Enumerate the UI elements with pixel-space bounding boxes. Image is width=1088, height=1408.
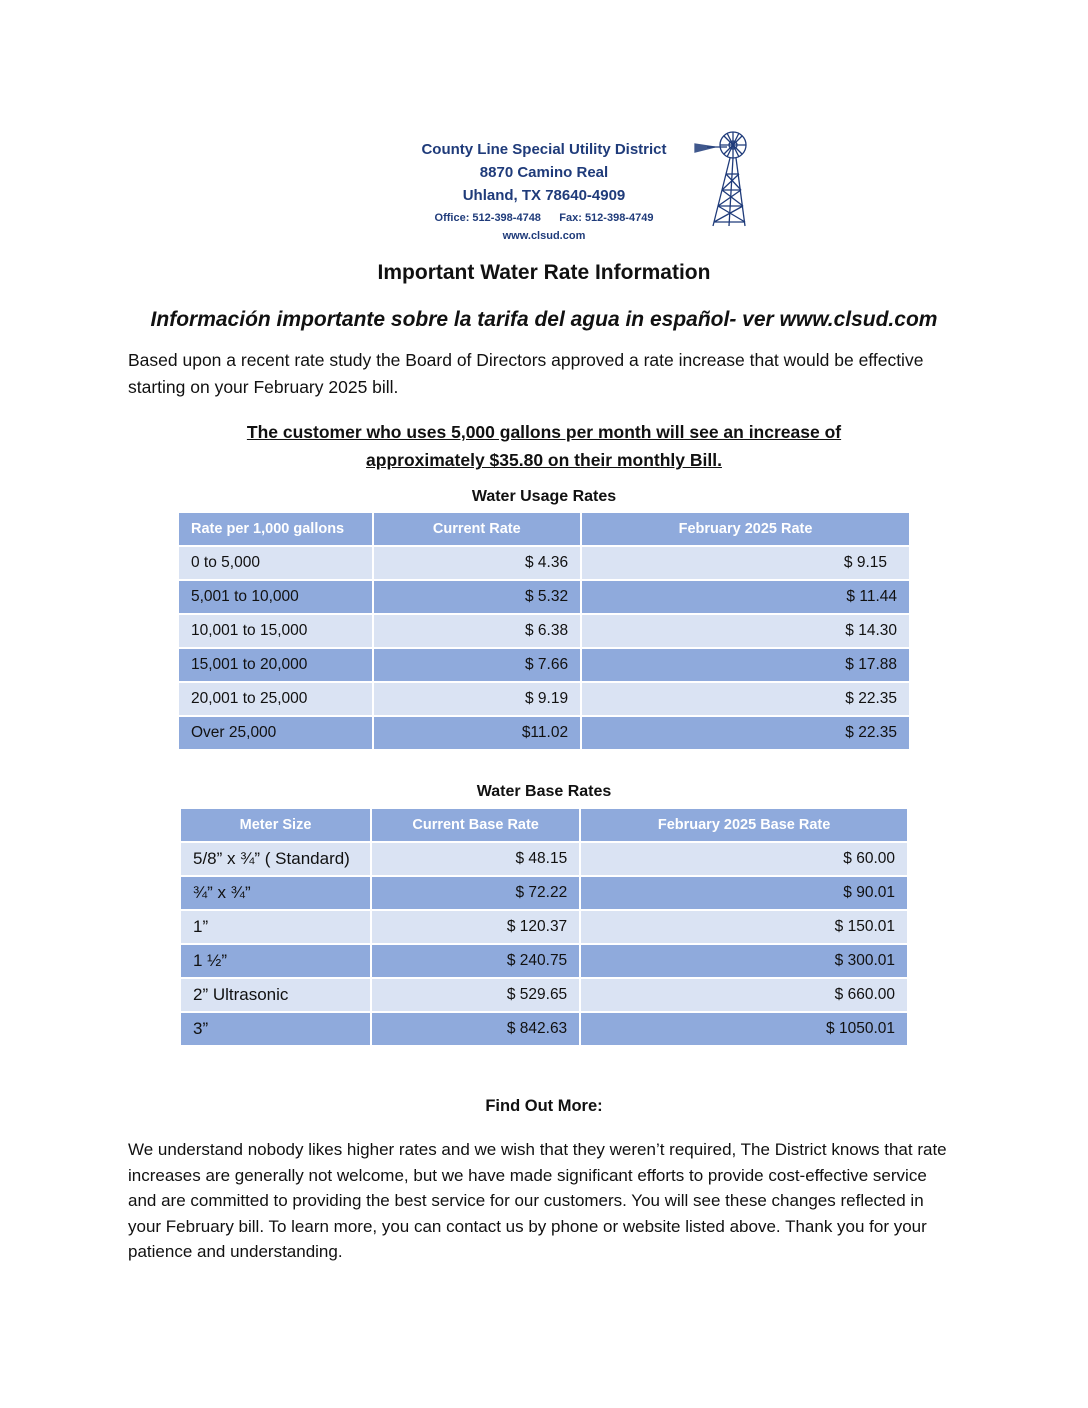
district-city: Uhland, TX 78640-4909 [462,187,626,204]
base-current: $ 529.65 [372,979,579,1011]
base-feb: $ 90.01 [581,877,907,909]
meter-size: ¾” x ¾” [181,877,370,909]
letterhead-text [400,138,688,245]
usage-table-title: Water Usage Rates [471,488,617,505]
meter-size: 1” [181,911,370,943]
table-row [179,649,909,681]
header-current-base: Current Base Rate [372,809,579,841]
header-feb-base: February 2025 Base Rate [581,809,907,841]
base-feb: $ 150.01 [581,911,907,943]
district-phone: Office: 512-398-4748 Fax: 512-398-4749 [434,212,654,224]
table-row [179,547,909,579]
usage-current: $ 9.19 [374,683,581,715]
find-out-more-title: Find Out More: [485,1097,603,1115]
table-row [181,911,907,943]
table-row [179,615,909,647]
usage-feb: $ 22.35 [582,717,909,749]
header-current-rate: Current Rate [374,513,581,545]
header-rate-range: Rate per 1,000 gallons [179,513,372,545]
meter-size: 1 ½” [181,945,370,977]
usage-range: Over 25,000 [179,717,372,749]
highlight-line-2: approximately $35.80 on their monthly Bill. [366,450,722,470]
table-row [179,717,909,749]
usage-feb: $ 17.88 [582,649,909,681]
usage-range: 15,001 to 20,000 [179,649,372,681]
header-feb-rate: February 2025 Rate [582,513,909,545]
usage-feb: $ 9.15 [582,547,909,579]
page-title: Important Water Rate Information [377,261,711,284]
usage-current: $ 5.32 [374,581,581,613]
meter-size: 5/8” x ¾” ( Standard) [181,843,370,875]
highlight-line-1: The customer who uses 5,000 gallons per month will see an increase of [246,422,842,442]
windmill-icon [693,130,753,228]
district-street: 8870 Camino Real [479,164,609,181]
water-base-table [179,807,909,1047]
base-table-title: Water Base Rates [476,783,612,800]
district-name: County Line Special Utility District [421,141,667,158]
usage-current: $ 4.36 [374,547,581,579]
table-row [181,877,907,909]
table-row [181,1013,907,1045]
table-row [181,843,907,875]
base-feb: $ 60.00 [581,843,907,875]
table-row [179,683,909,715]
closing-paragraph: We understand nobody likes higher rates and we wish that they weren’t required, The District knows that rate increases are generally not welcome, but we have made significant efforts to provide cost-effective service and are committed to providing the best service for our customers. You will see these changes reflected in your February bill. To learn more, you can contact us by phone or website listed above. Thank you for your patience and understanding. [128,1140,947,1261]
base-current: $ 120.37 [372,911,579,943]
base-feb: $ 1050.01 [581,1013,907,1045]
intro-paragraph: Based upon a recent rate study the Board of Directors approved a rate increase that would be effective starting on your February 2025 bill. [128,350,924,397]
spanish-subtitle: Información importante sobre la tarifa del agua in español- ver www.clsud.com [150,308,938,331]
base-current: $ 48.15 [372,843,579,875]
usage-feb: $ 14.30 [582,615,909,647]
meter-size: 3” [181,1013,370,1045]
table-row [179,581,909,613]
usage-current: $ 6.38 [374,615,581,647]
base-current: $ 240.75 [372,945,579,977]
base-current: $ 842.63 [372,1013,579,1045]
letterhead [0,130,1088,245]
usage-range: 0 to 5,000 [179,547,372,579]
usage-range: 5,001 to 10,000 [179,581,372,613]
usage-range: 10,001 to 15,000 [179,615,372,647]
table-row [181,945,907,977]
increase-highlight [180,418,908,474]
usage-current: $ 7.66 [374,649,581,681]
table-row [181,979,907,1011]
usage-feb: $ 22.35 [582,683,909,715]
header-meter-size: Meter Size [181,809,370,841]
district-website: www.clsud.com [502,230,586,242]
usage-range: 20,001 to 25,000 [179,683,372,715]
usage-feb: $ 11.44 [582,581,909,613]
water-usage-table [177,511,911,751]
base-feb: $ 660.00 [581,979,907,1011]
base-table-header [181,809,907,841]
usage-current: $11.02 [374,717,581,749]
base-current: $ 72.22 [372,877,579,909]
base-feb: $ 300.01 [581,945,907,977]
meter-size: 2” Ultrasonic [181,979,370,1011]
usage-table-header [179,513,909,545]
